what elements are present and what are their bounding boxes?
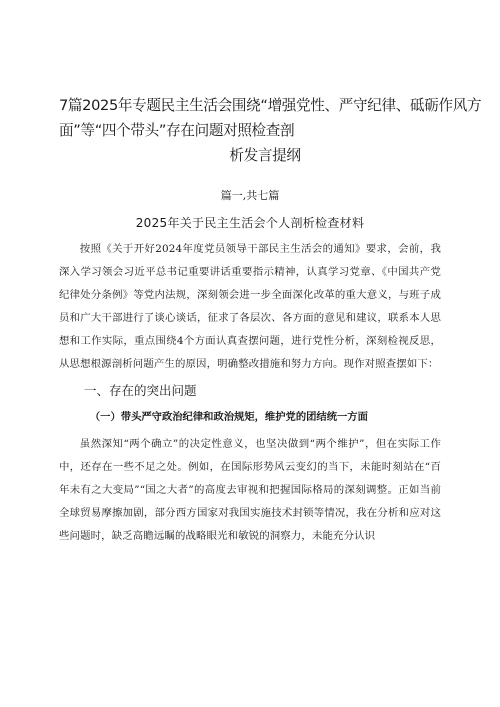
body-paragraph: 虽然深知“两个确立”的决定性意义，也坚决做到“两个维护”，但在实际工作中，还存在一些不足之处。例如，在国际形势风云变幻的当下，未能时刻站在“百年未有之大变局”“国之大者”的高度去审视和把握国际格局的深刻调整。正如当前全球贸易摩擦加剧，部分西方国家对我国实施技术封锁等情况，我在分析和应对这些问题时，缺乏高瞻远瞩的战略眼光和敏锐的洞察力，未能充分认识: [59, 437, 441, 542]
title-line-2: 面”等“四个带头”存在问题对照检查剖: [59, 122, 295, 139]
title-line-3: 析发言提纲: [229, 147, 301, 164]
title-line-1: 7篇2025年专题民主生活会围绕“增强党性、严守纪律、砥砺作风方: [59, 97, 482, 114]
section-label: 篇一,共七篇: [220, 189, 280, 202]
heading-level-1: 一、存在的突出问题: [84, 382, 197, 398]
heading-level-2: （一）带头严守政治纪律和政治规矩，维护党的团结统一方面: [89, 410, 368, 423]
document-title: [59, 93, 482, 168]
intro-paragraph: 按照《关于开好2024年度党员领导干部民主生活会的通知》要求，会前，我深入学习领会习近平总书记重要讲话重要指示精神，认真学习党章、《中国共产党纪律处分条例》等党内法规，深刻领会进一步全面深化改革的重大意义，与班子成员和广大干部进行了谈心谈话，征求了各层次、各方面的意见和建议，联系本人思想和工作实际，重点围绕4个方面认真查摆问题，进行党性分析，深刻检视反思，从思想根源剖析问题产生的原因，明确整改措施和努力方向。现作对照查摆如下：: [59, 243, 441, 371]
subtitle: 2025年关于民主生活会个人剖析检查材料: [135, 216, 365, 230]
